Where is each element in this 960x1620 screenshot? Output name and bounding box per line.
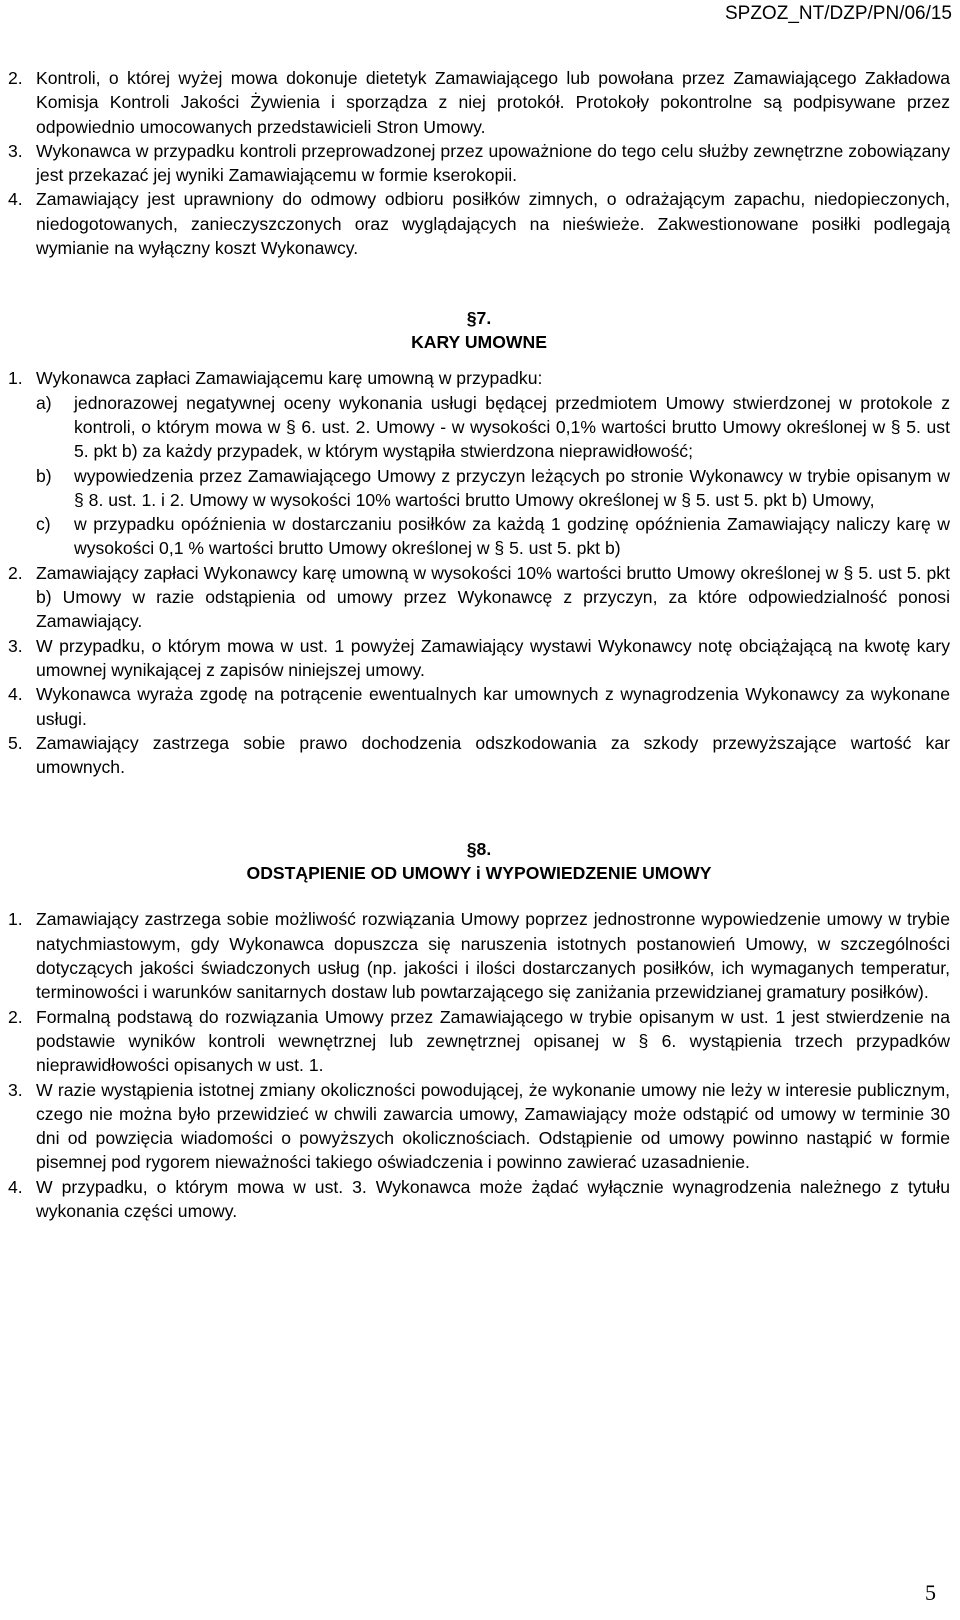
item-text: Formalną podstawą do rozwiązania Umowy przez Zamawiającego w trybie opisanym w ust. 1 jest stwierdzenie na podstawie wyników kontroli wewnętrznej lub zewnętrznej opisanej w § 6. wystąpienia trzech przypadków nieprawidłowości opisanych w ust. 1. xyxy=(36,1006,950,1076)
section-8-title: ODSTĄPIENIE OD UMOWY i WYPOWIEDZENIE UMOWY xyxy=(246,863,712,884)
item-number: 4. xyxy=(8,1176,23,1197)
list-item xyxy=(8,1005,950,1078)
sublist-item xyxy=(36,391,950,464)
item-text: Wykonawca zapłaci Zamawiającemu karę umowną w przypadku: xyxy=(36,368,543,389)
sub-letter: b) xyxy=(36,465,52,486)
section-8-number: §8. xyxy=(466,839,492,860)
list-item xyxy=(8,1078,950,1175)
section-7-number: §7. xyxy=(466,308,492,329)
item-number: 2. xyxy=(8,562,23,583)
item-text: Kontroli, o której wyżej mowa dokonuje dietetyk Zamawiającego lub powołana przez Zamawiającego Zakładowa Komisja Kontroli Jakości Żywienia i sporządza z niej protokół. Protokoły pokontrolne są podpisywane przez odpowiednio umocowanych przedstawicieli Stron Umowy. xyxy=(36,68,950,137)
item-text: Wykonawca w przypadku kontroli przeprowadzonej przez upoważnione do tego celu służby zewnętrzne zobowiązany jest przekazać jej wyniki Zamawiającemu w formie kserokopii. xyxy=(36,140,950,186)
item-number: 3. xyxy=(8,635,23,656)
item-text: Zamawiający jest uprawniony do odmowy odbioru posiłków zimnych, o odrażającym zapachu, niedopieczonych, niedogotowanych, zanieczyszczonych oraz wyglądających na nieświeże. Zakwestionowane posiłki podlegają wymianie na wyłączny koszt Wykonawcy. xyxy=(36,189,950,259)
item-number: 1. xyxy=(8,368,23,389)
sublist-item xyxy=(36,512,950,561)
list-item xyxy=(8,731,950,780)
list-item xyxy=(8,187,950,260)
list-item xyxy=(8,561,950,634)
item-number: 3. xyxy=(8,1079,23,1100)
item-number: 4. xyxy=(8,189,23,210)
item-text: Zamawiający zapłaci Wykonawcy karę umowną w wysokości 10% wartości brutto Umowy określonej w § 5. ust 5. pkt b) Umowy w razie odstąpienia od umowy przez Wykonawcę z przyczyn, za które odpowiedzialność ponosi Zamawiający. xyxy=(36,562,950,632)
list-item xyxy=(8,907,950,1004)
item-number: 1. xyxy=(8,909,23,930)
item-number: 4. xyxy=(8,684,23,705)
sub-text: jednorazowej negatywnej oceny wykonania usługi będącej przedmiotem Umowy stwierdzonej w protokole z kontroli, o którym mowa w § 6. ust. 2. Umowy - w wysokości 0,1% wartości brutto Umowy określonej w § 5. ust 5. pkt b) za każdy przypadek, w którym wystąpiła stwierdzona nieprawidłowość; xyxy=(74,392,950,462)
page-number: 5 xyxy=(925,1580,936,1605)
list-item xyxy=(8,366,950,390)
list-item xyxy=(8,66,950,139)
sub-letter: a) xyxy=(36,392,52,413)
item-text: W razie wystąpienia istotnej zmiany okoliczności powodującej, że wykonanie umowy nie leży w interesie publicznym, czego nie można było przewidzieć w chwili zawarcia umowy, Zamawiający może odstąpić od umowy w terminie 30 dni od powzięcia wiadomości o powyższych okolicznościach. Odstąpienie od umowy powinno nastąpić w formie pisemnej pod rygorem nieważności takiego oświadczenia i powinno zawierać uzasadnienie. xyxy=(36,1079,950,1173)
sublist xyxy=(8,391,950,561)
item-text: Wykonawca wyraża zgodę na potrącenie ewentualnych kar umownych z wynagrodzenia Wykonawcy za wykonane usługi. xyxy=(36,684,950,729)
section-7-title: KARY UMOWNE xyxy=(411,332,547,353)
list-item xyxy=(8,1175,950,1224)
item-text: Zamawiający zastrzega sobie prawo dochodzenia odszkodowania za szkody przewyższające wartość kar umownych. xyxy=(36,732,950,778)
item-text: Zamawiający zastrzega sobie możliwość rozwiązania Umowy poprzez jednostronne wypowiedzenie umowy w trybie natychmiastowym, gdy Wykonawca dopuszcza się naruszenia istotnych postanowień Umowy, w szczególności dotyczących jakości świadczonych usług (np. jakości i ilości dostarczanych posiłków, ich wymaganych temperatur, terminowości i warunków sanitarnych dostaw lub powtarzającego się zaniżania przewidzianej gramatury posiłków). xyxy=(36,909,950,1003)
sub-text: wypowiedzenia przez Zamawiającego Umowy z przyczyn leżących po stronie Wykonawcy w trybie opisanym w § 8. ust. 1. i 2. Umowy w wysokości 10% wartości brutto Umowy określonej w § 5. ust 5. pkt b) Umowy, xyxy=(74,465,950,510)
item-number: 2. xyxy=(8,68,23,88)
item-number: 5. xyxy=(8,732,23,753)
list-item xyxy=(8,682,950,731)
list-item xyxy=(8,634,950,683)
sublist-item xyxy=(36,464,950,513)
item-text: W przypadku, o którym mowa w ust. 1 powyżej Zamawiający wystawi Wykonawcy notę obciążającą na kwotę kary umownej wynikającej z zapisów niniejszej umowy. xyxy=(36,635,950,680)
list-item xyxy=(8,139,950,188)
sub-letter: c) xyxy=(36,514,51,535)
item-text: W przypadku, o którym mowa w ust. 3. Wykonawca może żądać wyłącznie wynagrodzenia należnego z tytułu wykonania części umowy. xyxy=(36,1176,950,1221)
sub-text: w przypadku opóźnienia w dostarczaniu posiłków za każdą 1 godzinę opóźnienia Zamawiający naliczy karę w wysokości 0,1 % wartości brutto Umowy określonej w § 5. ust 5. pkt b) xyxy=(74,514,950,559)
item-number: 3. xyxy=(8,140,23,161)
item-number: 2. xyxy=(8,1006,23,1027)
document-body xyxy=(8,66,950,1223)
document-reference: SPZOZ_NT/DZP/PN/06/15 xyxy=(724,3,952,24)
